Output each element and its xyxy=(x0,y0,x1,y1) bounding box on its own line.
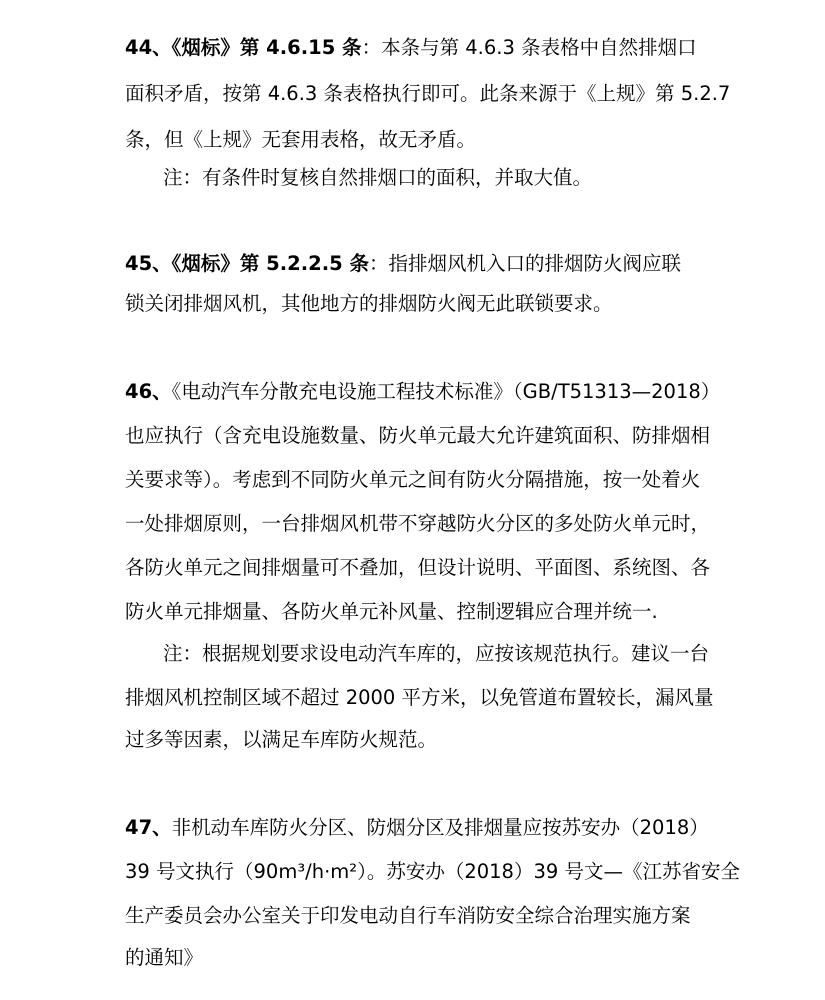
section-47-line-2: 39 号文执行（90m³/h·m²）。苏安办（2018）39 号文—《江苏省安全 xyxy=(125,860,740,883)
section-46-line-5: 各防火单元之间排烟量可不叠加，但设计说明、平面图、系统图、各 xyxy=(125,556,711,579)
section-46-line-6: 防火单元排烟量、各防火单元补风量、控制逻辑应合理并统一. xyxy=(125,600,658,623)
section-46-lead: 46、 xyxy=(125,380,172,403)
section-44-line-2: 面积矛盾，按第 4.6.3 条表格执行即可。此条来源于《上规》第 5.2.7 xyxy=(125,82,731,105)
section-47-text: 非机动车库防火分区、防烟分区及排烟量应按苏安办（2018） xyxy=(171,816,709,839)
section-46-line-1 xyxy=(125,380,720,404)
section-44-text: ：本条与第 4.6.3 条表格中自然排烟口 xyxy=(361,36,697,59)
section-44-note: 注：有条件时复核自然排烟口的面积，并取大值。 xyxy=(163,166,593,189)
section-46-note-2: 排烟风机控制区域不超过 2000 平方米，以免管道布置较长，漏风量 xyxy=(125,686,714,709)
section-46-line-2: 也应执行（含充电设施数量、防火单元最大允许建筑面积、防排烟相 xyxy=(125,424,711,447)
section-46-line-4: 一处排烟原则，一台排烟风机带不穿越防火分区的多处防火单元时， xyxy=(125,512,711,535)
section-44-lead: 44、《烟标》第 4.6.15 条 xyxy=(125,36,362,59)
section-46-note-3: 过多等因素，以满足车库防火规范。 xyxy=(125,728,438,751)
section-47-lead: 47、 xyxy=(125,816,172,839)
section-45-lead: 45、《烟标》第 5.2.2.5 条 xyxy=(125,252,369,275)
section-45-line-1 xyxy=(125,252,681,276)
section-44-line-3: 条，但《上规》无套用表格，故无矛盾。 xyxy=(125,128,477,151)
section-45-text: ：指排烟风机入口的排烟防火阀应联 xyxy=(368,252,681,275)
section-44-line-1 xyxy=(125,36,697,60)
section-45-line-2: 锁关闭排烟风机，其他地方的排烟防火阀无此联锁要求。 xyxy=(125,292,613,315)
section-47-line-1 xyxy=(125,816,709,840)
section-46-line-3: 关要求等）。考虑到不同防火单元之间有防火分隔措施，按一处着火 xyxy=(125,468,701,491)
section-47-line-3: 生产委员会办公室关于印发电动自行车消防安全综合治理实施方案 xyxy=(125,904,691,927)
section-47-line-4: 的通知》 xyxy=(125,946,204,969)
section-46-text: 《电动汽车分散充电设施工程技术标准》（GB/T51313—2018） xyxy=(171,380,721,403)
section-46-note-1: 注：根据规划要求设电动汽车库的，应按该规范执行。建议一台 xyxy=(163,642,710,665)
